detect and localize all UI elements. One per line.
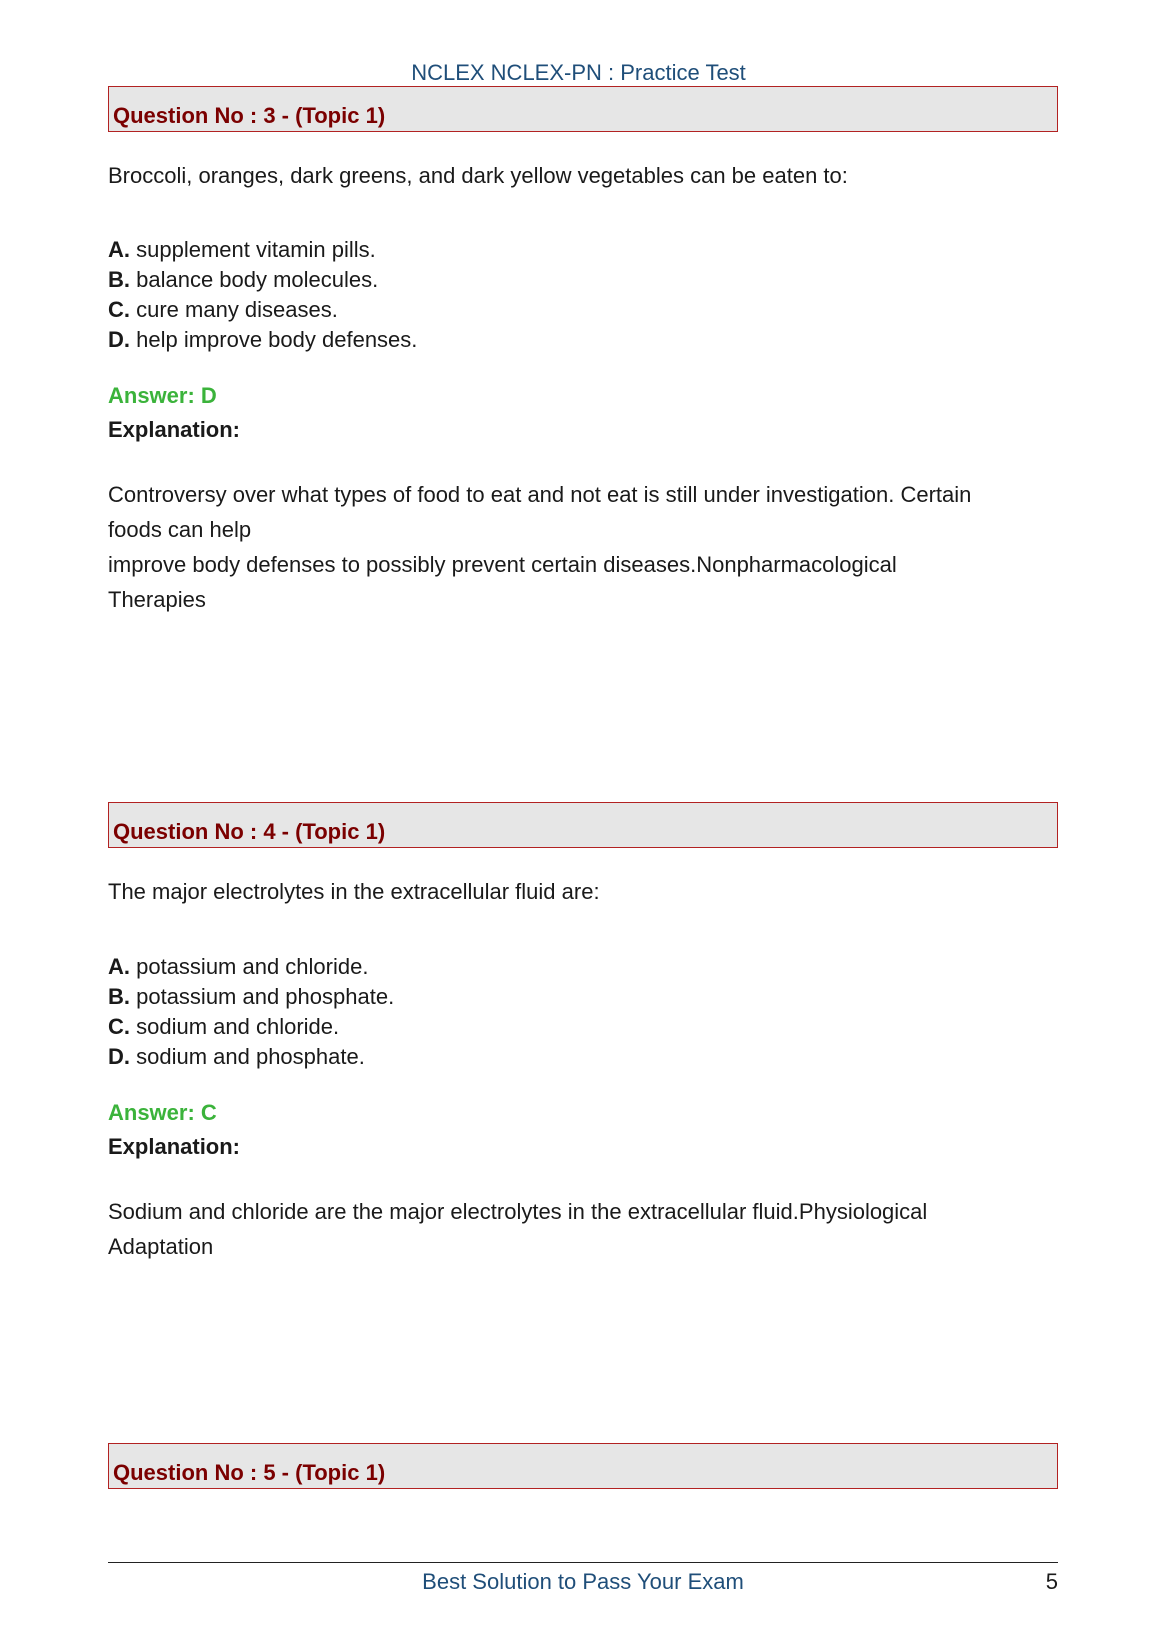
page-number: 5 (1045, 1569, 1058, 1594)
question-4-option-a: A. potassium and chloride. (108, 954, 369, 979)
footer-divider (108, 1562, 1058, 1563)
explanation-line: Adaptation (108, 1234, 214, 1259)
explanation-line: Sodium and chloride are the major electrolytes in the extracellular fluid.Physiological (108, 1199, 928, 1224)
question-3-option-d: D. help improve body defenses. (108, 327, 418, 352)
question-4-option-c: C. sodium and chloride. (108, 1014, 340, 1039)
question-4-option-b: B. potassium and phosphate. (108, 984, 395, 1009)
question-3-option-a: A. supplement vitamin pills. (108, 237, 376, 262)
question-3-heading-box (108, 86, 1058, 132)
question-4-explanation-label: Explanation: (108, 1134, 241, 1159)
page-header-title: NCLEX NCLEX-PN : Practice Test (411, 60, 746, 85)
question-3-heading: Question No : 3 - (Topic 1) (113, 103, 386, 128)
question-4-option-d: D. sodium and phosphate. (108, 1044, 365, 1069)
question-3-explanation-text (108, 477, 1058, 617)
question-4-answer: Answer: C (108, 1100, 217, 1125)
explanation-line: Controversy over what types of food to eat and not eat is still under investigation. Certain (108, 482, 972, 507)
question-3-explanation-label: Explanation: (108, 417, 241, 442)
question-3-stem: Broccoli, oranges, dark greens, and dark yellow vegetables can be eaten to: (108, 163, 848, 188)
question-4-stem: The major electrolytes in the extracellular fluid are: (108, 879, 600, 904)
question-4-explanation-text (108, 1194, 1058, 1264)
question-5-heading-box (108, 1443, 1058, 1489)
footer-text: Best Solution to Pass Your Exam (422, 1569, 744, 1594)
question-3-answer: Answer: D (108, 383, 217, 408)
explanation-line: Therapies (108, 587, 206, 612)
question-4-heading: Question No : 4 - (Topic 1) (113, 819, 386, 844)
question-3-option-b: B. balance body molecules. (108, 267, 379, 292)
question-5-heading: Question No : 5 - (Topic 1) (113, 1460, 386, 1485)
explanation-line: foods can help (108, 517, 252, 542)
explanation-line: improve body defenses to possibly prevent certain diseases.Nonpharmacological (108, 552, 897, 577)
question-4-heading-box (108, 802, 1058, 848)
question-3-option-c: C. cure many diseases. (108, 297, 338, 322)
